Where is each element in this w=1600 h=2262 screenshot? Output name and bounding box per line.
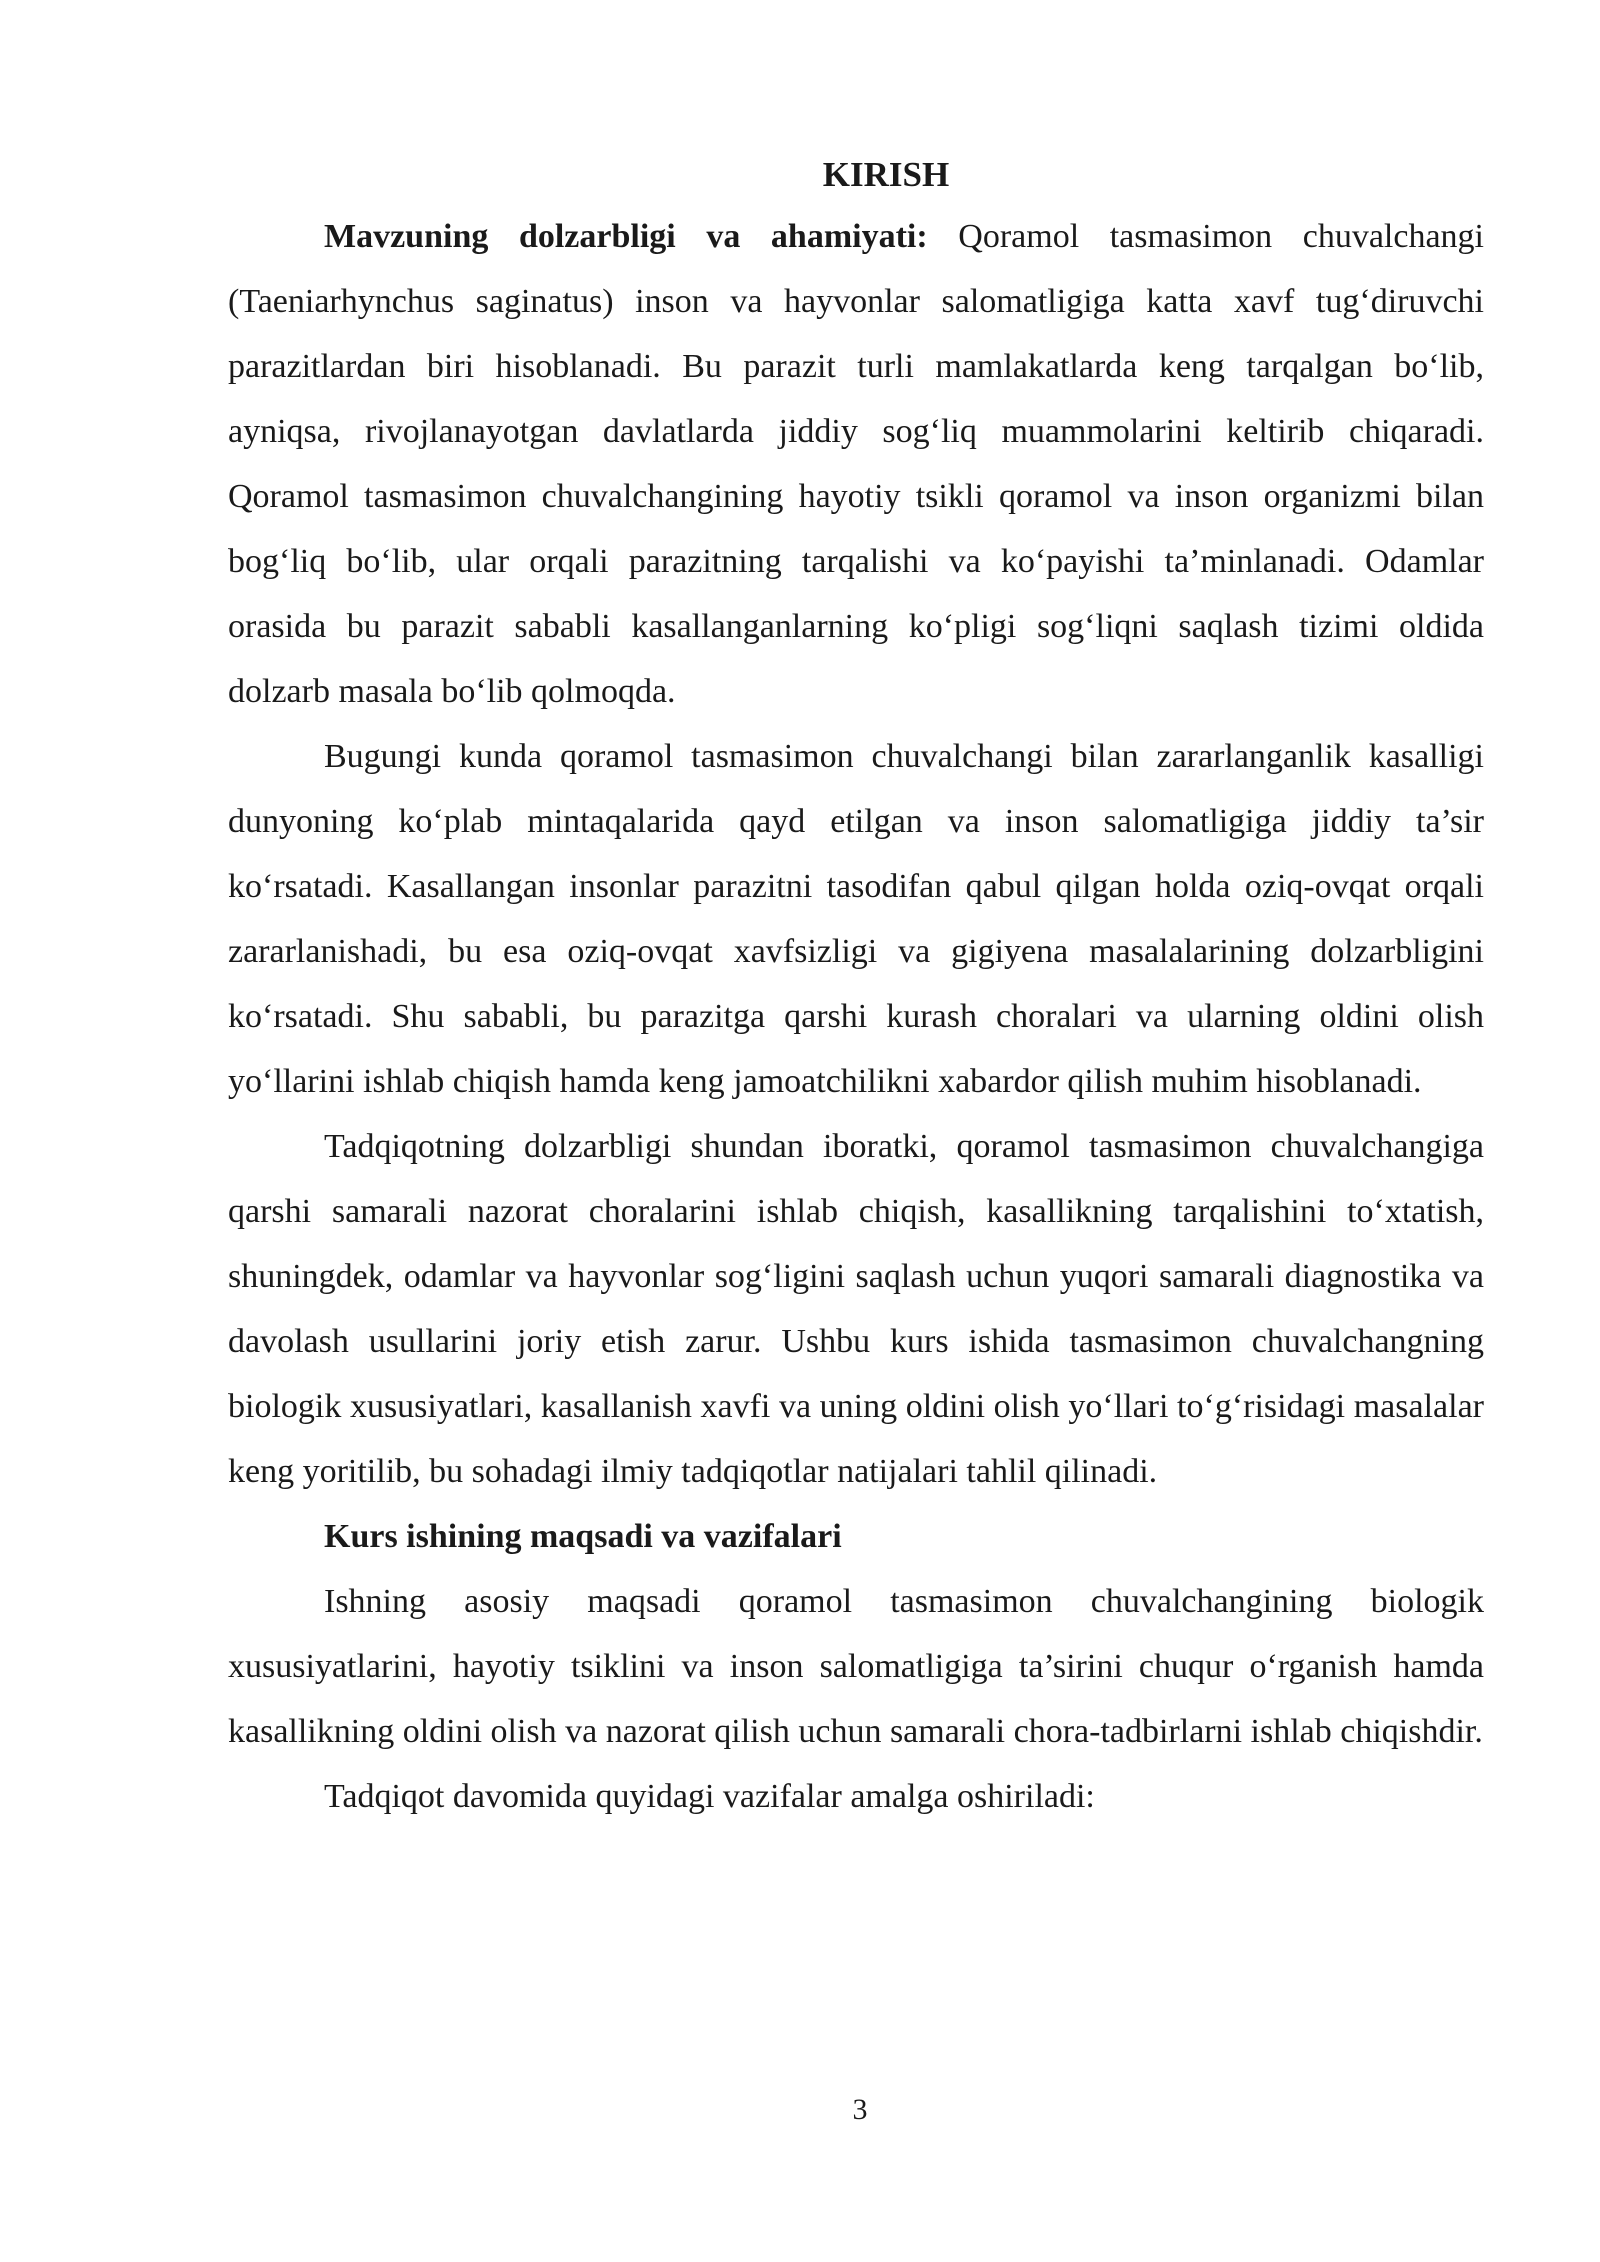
paragraph-5: Tadqiqot davomida quyidagi vazifalar amalga oshiriladi: [324, 1778, 1095, 1815]
page-content [228, 146, 1484, 1829]
intro-lead: Mavzuning dolzarbligi va ahamiyati: [324, 218, 928, 255]
intro-text: Qoramol tasmasimon chuvalchangi (Taeniarhynchus saginatus) inson va hayvonlar salomatligiga katta xavf tug‘diruvchi parazitlardan biri hisoblanadi. Bu parazit turli mamlakatlarda keng tarqalgan bo‘lib, ayniqsa, rivojlanayotgan davlatlarda jiddiy sog‘liq muammolarini keltirib chiqaradi. Qoramol tasmasimon chuvalchangining hayotiy tsikli qoramol va inson organizmi bilan bog‘liq bo‘lib, ular orqali parazitning tarqalishi va ko‘payishi ta’minlanadi. Odamlar orasida bu parazit sababli kasallanganlarning ko‘pligi sog‘liqni saqlash tizimi oldida dolzarb masala bo‘lib qolmoqda. [228, 218, 1485, 710]
paragraph-4: Ishning asosiy maqsadi qoramol tasmasimon chuvalchangining biologik xususiyatlarini, hayotiy tsiklini va inson salomatligiga ta’sirini chuqur o‘rganish hamda kasallikning oldini olish va nazorat qilish uchun samarali chora-tadbirlarni ishlab chiqishdir. [228, 1583, 1484, 1750]
paragraph-3: Tadqiqotning dolzarbligi shundan iboratki, qoramol tasmasimon chuvalchangiga qarshi samarali nazorat choralarini ishlab chiqish, kasallikning tarqalishini to‘xtatish, shuningdek, odamlar va hayvonlar sog‘ligini saqlash uchun yuqori samarali diagnostika va davolash usullarini joriy etish zarur. Ushbu kurs ishida tasmasimon chuvalchangning biologik xususiyatlari, kasallanish xavfi va uning oldini olish yo‘llari to‘g‘risidagi masalalar keng yoritilib, bu sohadagi ilmiy tadqiqotlar natijalari tahlil qilinadi. [228, 1128, 1484, 1490]
page-number: 3 [852, 2093, 868, 2126]
section-heading: Kurs ishining maqsadi va vazifalari [324, 1518, 842, 1555]
paragraph-2: Bugungi kunda qoramol tasmasimon chuvalchangi bilan zararlanganlik kasalligi dunyoning ko‘plab mintaqalarida qayd etilgan va inson salomatligiga jiddiy ta’sir ko‘rsatadi. Kasallangan insonlar parazitni tasodifan qabul qilgan holda oziq-ovqat orqali zararlanishadi, bu esa oziq-ovqat xavfsizligi va gigiyena masalalarining dolzarbligini ko‘rsatadi. Shu sababli, bu parazitga qarshi kurash choralari va ularning oldini olish yo‘llarini ishlab chiqish hamda keng jamoatchilikni xabardor qilish muhim hisoblanadi. [228, 738, 1484, 1100]
intro-paragraph [228, 204, 1484, 724]
page-title: KIRISH [822, 155, 950, 194]
